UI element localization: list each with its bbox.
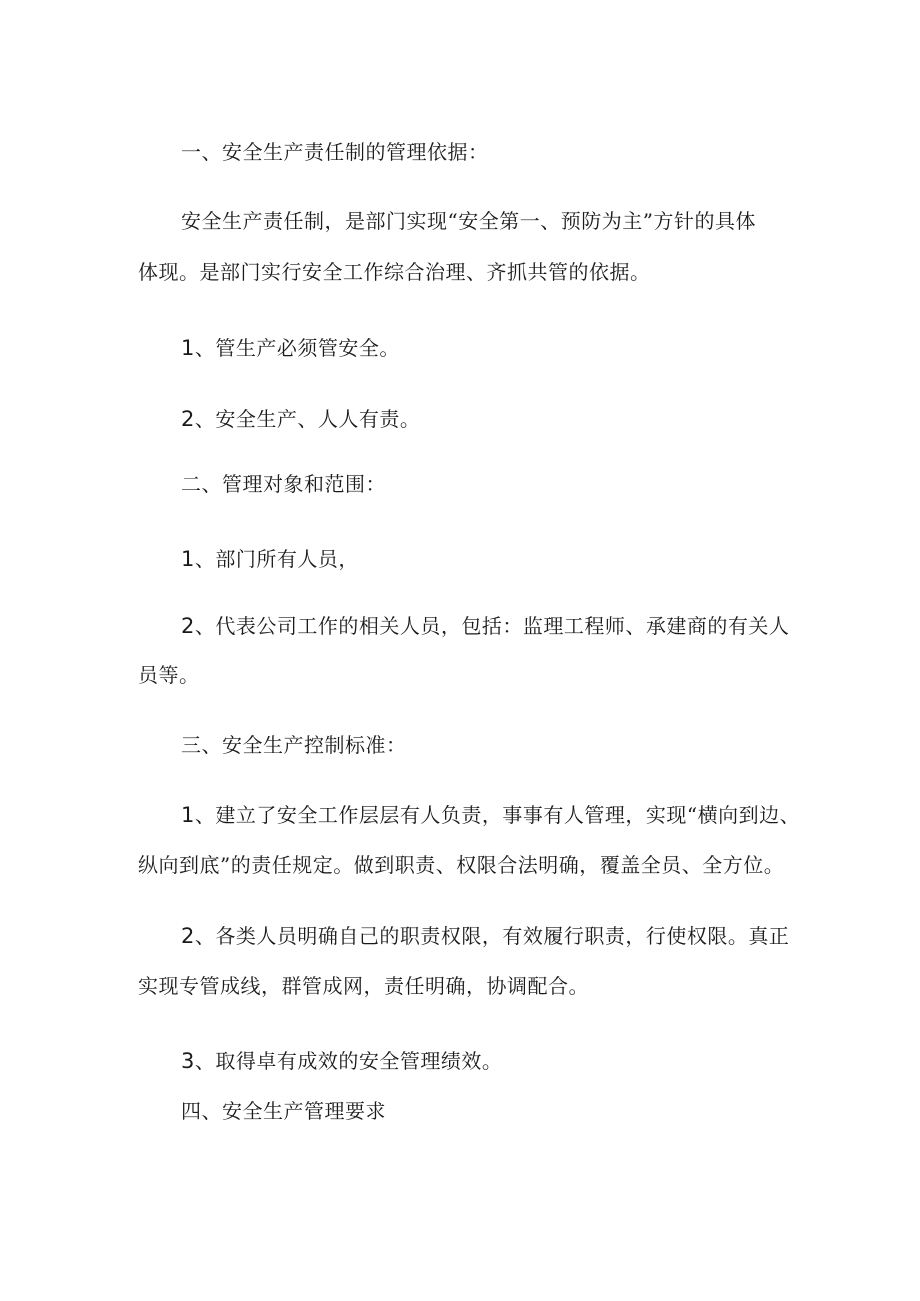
paragraph-line: 实现专管成线，群管成网，责任明确，协调配合。 [138, 974, 589, 998]
paragraph-line: 体现。是部门实行安全工作综合治理、齐抓共管的依据。 [138, 260, 651, 284]
list-item [181, 922, 789, 950]
list-number: 1 [181, 547, 195, 571]
list-item [181, 1047, 502, 1075]
list-text: 、取得卓有成效的安全管理绩效。 [194, 1049, 503, 1073]
paragraph-line: 纵向到底”的责任规定。做到职责、权限合法明确，覆盖全员、全方位。 [138, 853, 785, 877]
list-text: 、建立了安全工作层层有人负责，事事有人管理，实现“横向到边、 [194, 803, 801, 827]
list-number: 2 [181, 407, 195, 431]
list-item [181, 545, 359, 573]
list-item [181, 405, 420, 433]
heading-3: 三、安全生产控制标准： [181, 733, 407, 757]
list-item [181, 334, 400, 362]
list-number: 1 [181, 336, 195, 360]
list-text: 、代表公司工作的相关人员，包括：监理工程师、承建商的有关人 [194, 614, 790, 638]
heading-2: 二、管理对象和范围： [181, 472, 386, 496]
heading-4: 四、安全生产管理要求 [181, 1099, 386, 1123]
list-number: 2 [181, 924, 195, 948]
list-item [181, 801, 800, 829]
list-number: 3 [181, 1049, 195, 1073]
list-number: 2 [181, 614, 195, 638]
paragraph-line: 安全生产责任制，是部门实现“安全第一、预防为主”方针的具体 [181, 209, 756, 233]
list-item [181, 612, 789, 640]
list-number: 1 [181, 803, 195, 827]
heading-1: 一、安全生产责任制的管理依据： [181, 140, 489, 164]
list-text: 、安全生产、人人有责。 [194, 407, 421, 431]
list-text: 、部门所有人员， [194, 547, 359, 571]
list-text: 、各类人员明确自己的职责权限，有效履行职责，行使权限。真正 [194, 924, 790, 948]
paragraph-line: 员等。 [138, 663, 200, 687]
list-text: 、管生产必须管安全。 [194, 336, 400, 360]
